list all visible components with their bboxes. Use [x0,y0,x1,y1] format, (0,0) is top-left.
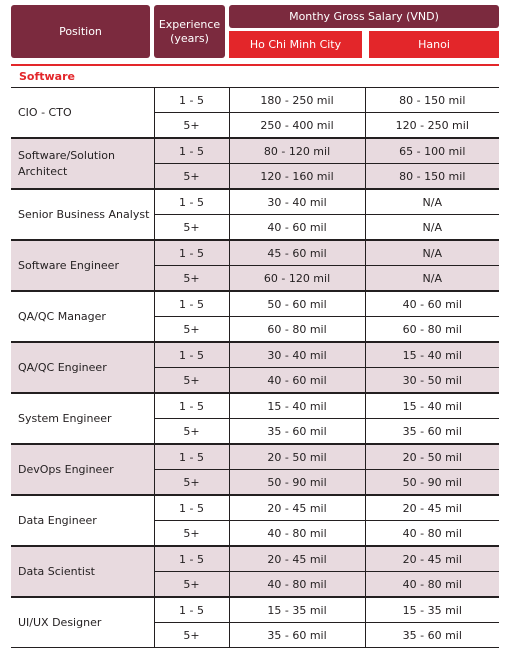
experience-cell: 5+ [154,215,229,241]
table-row [11,88,499,113]
table-row [11,189,499,215]
hanoi-salary-cell: 20 - 45 mil [365,495,499,521]
hcm-salary-cell: 35 - 60 mil [229,623,365,648]
experience-cell: 5+ [154,419,229,445]
hanoi-salary-cell: N/A [365,266,499,292]
position-cell: Software/Solution Architect [11,138,154,189]
table-row [11,342,499,368]
hanoi-salary-cell: 30 - 50 mil [365,368,499,394]
experience-cell: 5+ [154,623,229,648]
experience-cell: 5+ [154,368,229,394]
section-title: Software [19,69,75,83]
experience-cell: 5+ [154,164,229,190]
table-row [11,444,499,470]
position-cell: CIO - CTO [11,88,154,139]
experience-cell: 1 - 5 [154,393,229,419]
table-row [11,546,499,572]
hanoi-salary-cell: 15 - 40 mil [365,342,499,368]
hcm-salary-cell: 20 - 50 mil [229,444,365,470]
experience-cell: 1 - 5 [154,138,229,164]
experience-cell: 5+ [154,572,229,598]
position-cell: Data Scientist [11,546,154,597]
experience-cell: 1 - 5 [154,546,229,572]
hanoi-salary-cell: 20 - 45 mil [365,546,499,572]
hcm-salary-cell: 180 - 250 mil [229,88,365,113]
table-row [11,495,499,521]
section-divider [11,64,499,66]
hanoi-salary-cell: 50 - 90 mil [365,470,499,496]
hcm-salary-cell: 80 - 120 mil [229,138,365,164]
hanoi-salary-cell: N/A [365,215,499,241]
position-cell: Data Engineer [11,495,154,546]
experience-header: Experience (years) [154,5,225,58]
hcm-salary-cell: 20 - 45 mil [229,546,365,572]
hanoi-salary-cell: 40 - 80 mil [365,572,499,598]
hcm-salary-cell: 40 - 60 mil [229,215,365,241]
hanoi-salary-cell: 40 - 60 mil [365,291,499,317]
hcm-salary-cell: 120 - 160 mil [229,164,365,190]
position-cell: Senior Business Analyst [11,189,154,240]
hcm-salary-cell: 60 - 80 mil [229,317,365,343]
hcm-salary-cell: 250 - 400 mil [229,113,365,139]
hanoi-salary-cell: 65 - 100 mil [365,138,499,164]
experience-cell: 1 - 5 [154,291,229,317]
hcm-salary-cell: 50 - 60 mil [229,291,365,317]
table-row [11,597,499,623]
experience-cell: 1 - 5 [154,495,229,521]
hcm-salary-cell: 20 - 45 mil [229,495,365,521]
hanoi-header: Hanoi [369,31,499,58]
hcm-salary-cell: 60 - 120 mil [229,266,365,292]
position-cell: DevOps Engineer [11,444,154,495]
position-header: Position [11,5,150,58]
hcm-salary-cell: 45 - 60 mil [229,240,365,266]
hanoi-salary-cell: 80 - 150 mil [365,164,499,190]
hanoi-salary-cell: 15 - 40 mil [365,393,499,419]
hcm-salary-cell: 40 - 60 mil [229,368,365,394]
position-cell: QA/QC Manager [11,291,154,342]
experience-cell: 5+ [154,266,229,292]
hanoi-salary-cell: N/A [365,240,499,266]
hcm-salary-cell: 35 - 60 mil [229,419,365,445]
hanoi-salary-cell: 35 - 60 mil [365,623,499,648]
table-row [11,291,499,317]
experience-cell: 1 - 5 [154,342,229,368]
salary-header: Monthy Gross Salary (VND) [229,5,499,28]
hanoi-salary-cell: 40 - 80 mil [365,521,499,547]
salary-table [11,87,499,648]
hcm-salary-cell: 15 - 35 mil [229,597,365,623]
experience-cell: 1 - 5 [154,240,229,266]
experience-cell: 1 - 5 [154,189,229,215]
table-row [11,138,499,164]
experience-cell: 1 - 5 [154,88,229,113]
hcm-salary-cell: 30 - 40 mil [229,189,365,215]
experience-cell: 1 - 5 [154,444,229,470]
hanoi-salary-cell: 35 - 60 mil [365,419,499,445]
table-row [11,240,499,266]
experience-cell: 5+ [154,521,229,547]
position-cell: Software Engineer [11,240,154,291]
hanoi-salary-cell: 60 - 80 mil [365,317,499,343]
hcm-salary-cell: 50 - 90 mil [229,470,365,496]
salary-table-body [11,88,499,648]
experience-cell: 1 - 5 [154,597,229,623]
experience-cell: 5+ [154,470,229,496]
position-cell: UI/UX Designer [11,597,154,648]
hcm-salary-cell: 40 - 80 mil [229,572,365,598]
hcm-salary-cell: 30 - 40 mil [229,342,365,368]
hcm-salary-cell: 40 - 80 mil [229,521,365,547]
hanoi-salary-cell: 80 - 150 mil [365,88,499,113]
position-cell: QA/QC Engineer [11,342,154,393]
position-cell: System Engineer [11,393,154,444]
hanoi-salary-cell: N/A [365,189,499,215]
hanoi-salary-cell: 120 - 250 mil [365,113,499,139]
experience-cell: 5+ [154,113,229,139]
hanoi-salary-cell: 15 - 35 mil [365,597,499,623]
hcm-salary-cell: 15 - 40 mil [229,393,365,419]
hcm-header: Ho Chi Minh City [229,31,362,58]
experience-cell: 5+ [154,317,229,343]
hanoi-salary-cell: 20 - 50 mil [365,444,499,470]
table-row [11,393,499,419]
